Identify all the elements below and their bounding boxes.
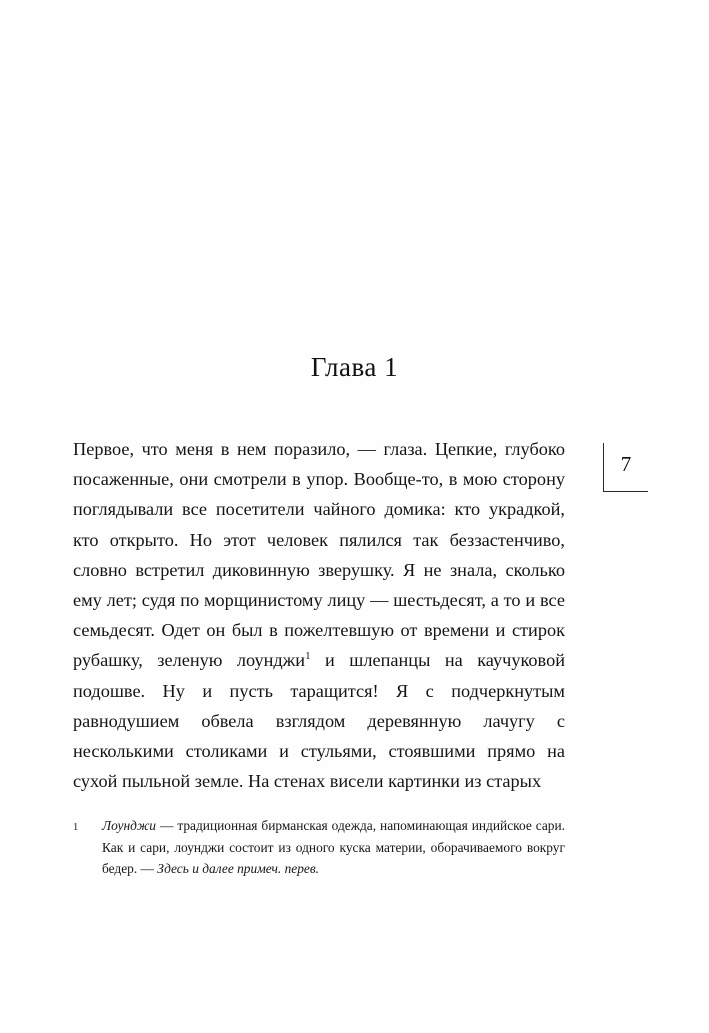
footnote-attribution: Здесь и далее примеч. перев. [157, 861, 320, 876]
footnote-definition: — традиционная бирманская одежда, напоминающая индийское сари. Как и сари, лоунджи состоит из одного куска материи, оборачиваемого вокруг бедер. — [102, 818, 565, 876]
page-number: 7 [620, 451, 632, 476]
paragraph [73, 434, 565, 796]
footnote-text [102, 815, 565, 880]
body-text [73, 434, 565, 796]
footnote-term: Лоунджи [102, 818, 157, 833]
footnote-marker: 1 [73, 822, 79, 833]
page-title: Глава 1 [310, 352, 399, 382]
paragraph-part-two: и шлепанцы на каучуковой подошве. Ну и пусть таращится! Я с подчеркнутым равнодушием обвела взглядом деревянную лачугу с несколькими столиками и стульями, стоявшими прямо на сухой пыльной земле. На стенах висели картинки из старых [73, 650, 565, 792]
paragraph-part-one: Первое, что меня в нем поразило, — глаза. Цепкие, глубоко посаженные, они смотрели в упор. Вообще-то, в мою сторону поглядывали все посетители чайного домика: кто украдкой, кто открыто. Но этот человек пялился так беззастенчиво, словно встретил диковинную зверушку. Я не знала, сколько ему лет; судя по морщинистому лицу — шестьдесят, а то и все семьдесят. Одет он был в пожелтевшую от времени и стирок рубашку, зеленую лоунджи [73, 439, 565, 671]
page-number-box [603, 443, 648, 492]
footnote [73, 815, 565, 880]
footnote-reference[interactable]: 1 [305, 650, 311, 663]
